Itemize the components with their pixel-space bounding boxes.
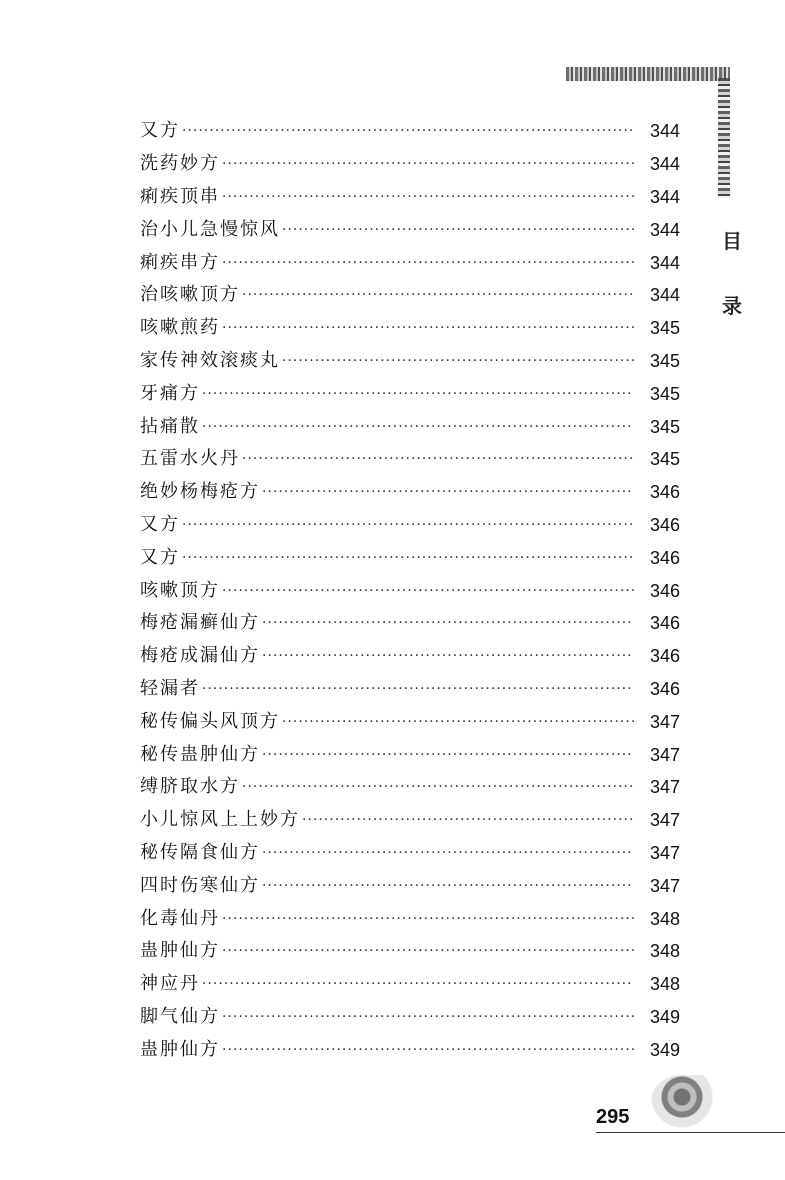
- leader-dots: [222, 312, 634, 344]
- toc-entry[interactable]: [140, 148, 680, 181]
- toc-entry[interactable]: [140, 476, 680, 509]
- toc-entry-title: 又方: [140, 120, 180, 142]
- toc-entry-title: 又方: [140, 546, 180, 568]
- leader-dots: [242, 279, 634, 311]
- leader-dots: [222, 1001, 634, 1033]
- toc-entry-page: 345: [649, 318, 680, 339]
- toc-entry[interactable]: [140, 115, 680, 148]
- leader-dots: [182, 542, 634, 574]
- toc-entry-title: 拈痛散: [140, 415, 200, 437]
- leader-dots: [182, 115, 634, 147]
- toc-entry[interactable]: [140, 312, 680, 345]
- leader-dots: [202, 411, 634, 443]
- toc-entry[interactable]: [140, 443, 680, 476]
- toc-entry-title: 蛊肿仙方: [140, 1038, 220, 1060]
- toc-entry-page: 346: [649, 482, 680, 503]
- toc-entry[interactable]: [140, 607, 680, 640]
- leader-dots: [282, 706, 634, 738]
- toc-entry[interactable]: [140, 837, 680, 870]
- leader-dots: [262, 837, 634, 869]
- toc-entry[interactable]: [140, 705, 680, 738]
- toc-entry[interactable]: [140, 902, 680, 935]
- toc-entry-title: 四时伤寒仙方: [140, 874, 260, 896]
- toc-entry[interactable]: [140, 213, 680, 246]
- toc-entry-page: 344: [649, 186, 680, 207]
- leader-dots: [262, 870, 634, 902]
- leader-dots: [222, 903, 634, 935]
- toc-entry-page: 345: [649, 350, 680, 371]
- toc-entry-title: 痢疾顶串: [140, 185, 220, 207]
- toc-entry[interactable]: [140, 804, 680, 837]
- toc-entry[interactable]: [140, 181, 680, 214]
- toc-entry-page: 348: [649, 908, 680, 929]
- toc-entry-title: 化毒仙丹: [140, 907, 220, 929]
- leader-dots: [222, 1034, 634, 1066]
- toc-entry-page: 346: [649, 547, 680, 568]
- leader-dots: [202, 968, 634, 1000]
- toc-entry-page: 347: [649, 777, 680, 798]
- toc-entry-page: 344: [649, 219, 680, 240]
- toc-entry-page: 344: [649, 121, 680, 142]
- toc-entry[interactable]: [140, 410, 680, 443]
- leader-dots: [262, 640, 634, 672]
- toc-entry-title: 家传神效滚痰丸: [140, 349, 280, 371]
- table-of-contents: [140, 115, 680, 1066]
- toc-entry-page: 346: [649, 646, 680, 667]
- toc-entry-title: 牙痛方: [140, 382, 200, 404]
- toc-entry[interactable]: [140, 377, 680, 410]
- toc-entry-title: 秘传隔食仙方: [140, 841, 260, 863]
- toc-entry-page: 347: [649, 711, 680, 732]
- toc-entry-title: 轻漏者: [140, 677, 200, 699]
- leader-dots: [262, 476, 634, 508]
- toc-entry-page: 344: [649, 285, 680, 306]
- toc-entry-page: 346: [649, 580, 680, 601]
- toc-entry-title: 又方: [140, 513, 180, 535]
- leader-dots: [242, 443, 634, 475]
- toc-entry-page: 347: [649, 744, 680, 765]
- toc-entry-title: 咳嗽顶方: [140, 579, 220, 601]
- toc-entry[interactable]: [140, 640, 680, 673]
- toc-entry[interactable]: [140, 1033, 680, 1066]
- leader-dots: [282, 345, 634, 377]
- toc-entry-title: 秘传偏头风顶方: [140, 710, 280, 732]
- toc-entry-title: 绝妙杨梅疮方: [140, 481, 260, 503]
- top-border-ornament: [566, 67, 730, 81]
- toc-entry-title: 梅疮漏癣仙方: [140, 612, 260, 634]
- section-label-char-2: 录: [722, 294, 742, 318]
- toc-entry-page: 347: [649, 810, 680, 831]
- toc-entry[interactable]: [140, 1001, 680, 1034]
- toc-entry-page: 345: [649, 383, 680, 404]
- toc-entry-title: 咳嗽煎药: [140, 317, 220, 339]
- toc-entry[interactable]: [140, 869, 680, 902]
- toc-entry[interactable]: [140, 509, 680, 542]
- toc-entry[interactable]: [140, 738, 680, 771]
- toc-entry[interactable]: [140, 968, 680, 1001]
- toc-entry-page: 348: [649, 941, 680, 962]
- toc-entry[interactable]: [140, 935, 680, 968]
- leader-dots: [222, 247, 634, 279]
- footer-ornament: [650, 1075, 730, 1130]
- toc-entry-title: 脚气仙方: [140, 1005, 220, 1027]
- toc-entry-title: 治小儿急慢惊风: [140, 218, 280, 240]
- toc-entry-title: 洗药妙方: [140, 153, 220, 175]
- toc-entry[interactable]: [140, 673, 680, 706]
- toc-entry-page: 345: [649, 449, 680, 470]
- toc-entry-page: 346: [649, 678, 680, 699]
- leader-dots: [282, 214, 634, 246]
- toc-entry[interactable]: [140, 541, 680, 574]
- toc-entry-title: 五雷水火丹: [140, 448, 240, 470]
- toc-entry-title: 秘传蛊肿仙方: [140, 743, 260, 765]
- toc-entry-title: 神应丹: [140, 973, 200, 995]
- section-label-char-1: 目: [722, 229, 742, 253]
- toc-entry-page: 346: [649, 514, 680, 535]
- toc-entry-page: 347: [649, 842, 680, 863]
- toc-entry-title: 痢疾串方: [140, 251, 220, 273]
- toc-entry-page: 344: [649, 154, 680, 175]
- toc-entry[interactable]: [140, 279, 680, 312]
- toc-entry-page: 345: [649, 416, 680, 437]
- leader-dots: [222, 181, 634, 213]
- toc-entry-title: 小儿惊风上上妙方: [140, 809, 300, 831]
- leader-dots: [202, 673, 634, 705]
- footer-rule: [596, 1132, 785, 1133]
- toc-entry-title: 缚脐取水方: [140, 776, 240, 798]
- toc-entry-page: 346: [649, 613, 680, 634]
- leader-dots: [222, 575, 634, 607]
- toc-entry[interactable]: [140, 345, 680, 378]
- toc-entry-page: 347: [649, 875, 680, 896]
- toc-entry-page: 349: [649, 1039, 680, 1060]
- leader-dots: [222, 148, 634, 180]
- toc-entry[interactable]: [140, 771, 680, 804]
- toc-entry[interactable]: [140, 574, 680, 607]
- leader-dots: [302, 804, 634, 836]
- side-border-ornament: [718, 78, 730, 198]
- toc-entry-page: 348: [649, 974, 680, 995]
- leader-dots: [202, 378, 634, 410]
- leader-dots: [182, 509, 634, 541]
- toc-entry-title: 梅疮成漏仙方: [140, 645, 260, 667]
- leader-dots: [262, 739, 634, 771]
- toc-entry-title: 治咳嗽顶方: [140, 284, 240, 306]
- leader-dots: [222, 935, 634, 967]
- leader-dots: [242, 771, 634, 803]
- toc-entry[interactable]: [140, 246, 680, 279]
- page-number: 295: [596, 1106, 630, 1128]
- toc-entry-page: 349: [649, 1006, 680, 1027]
- toc-entry-title: 蛊肿仙方: [140, 940, 220, 962]
- leader-dots: [262, 607, 634, 639]
- toc-entry-page: 344: [649, 252, 680, 273]
